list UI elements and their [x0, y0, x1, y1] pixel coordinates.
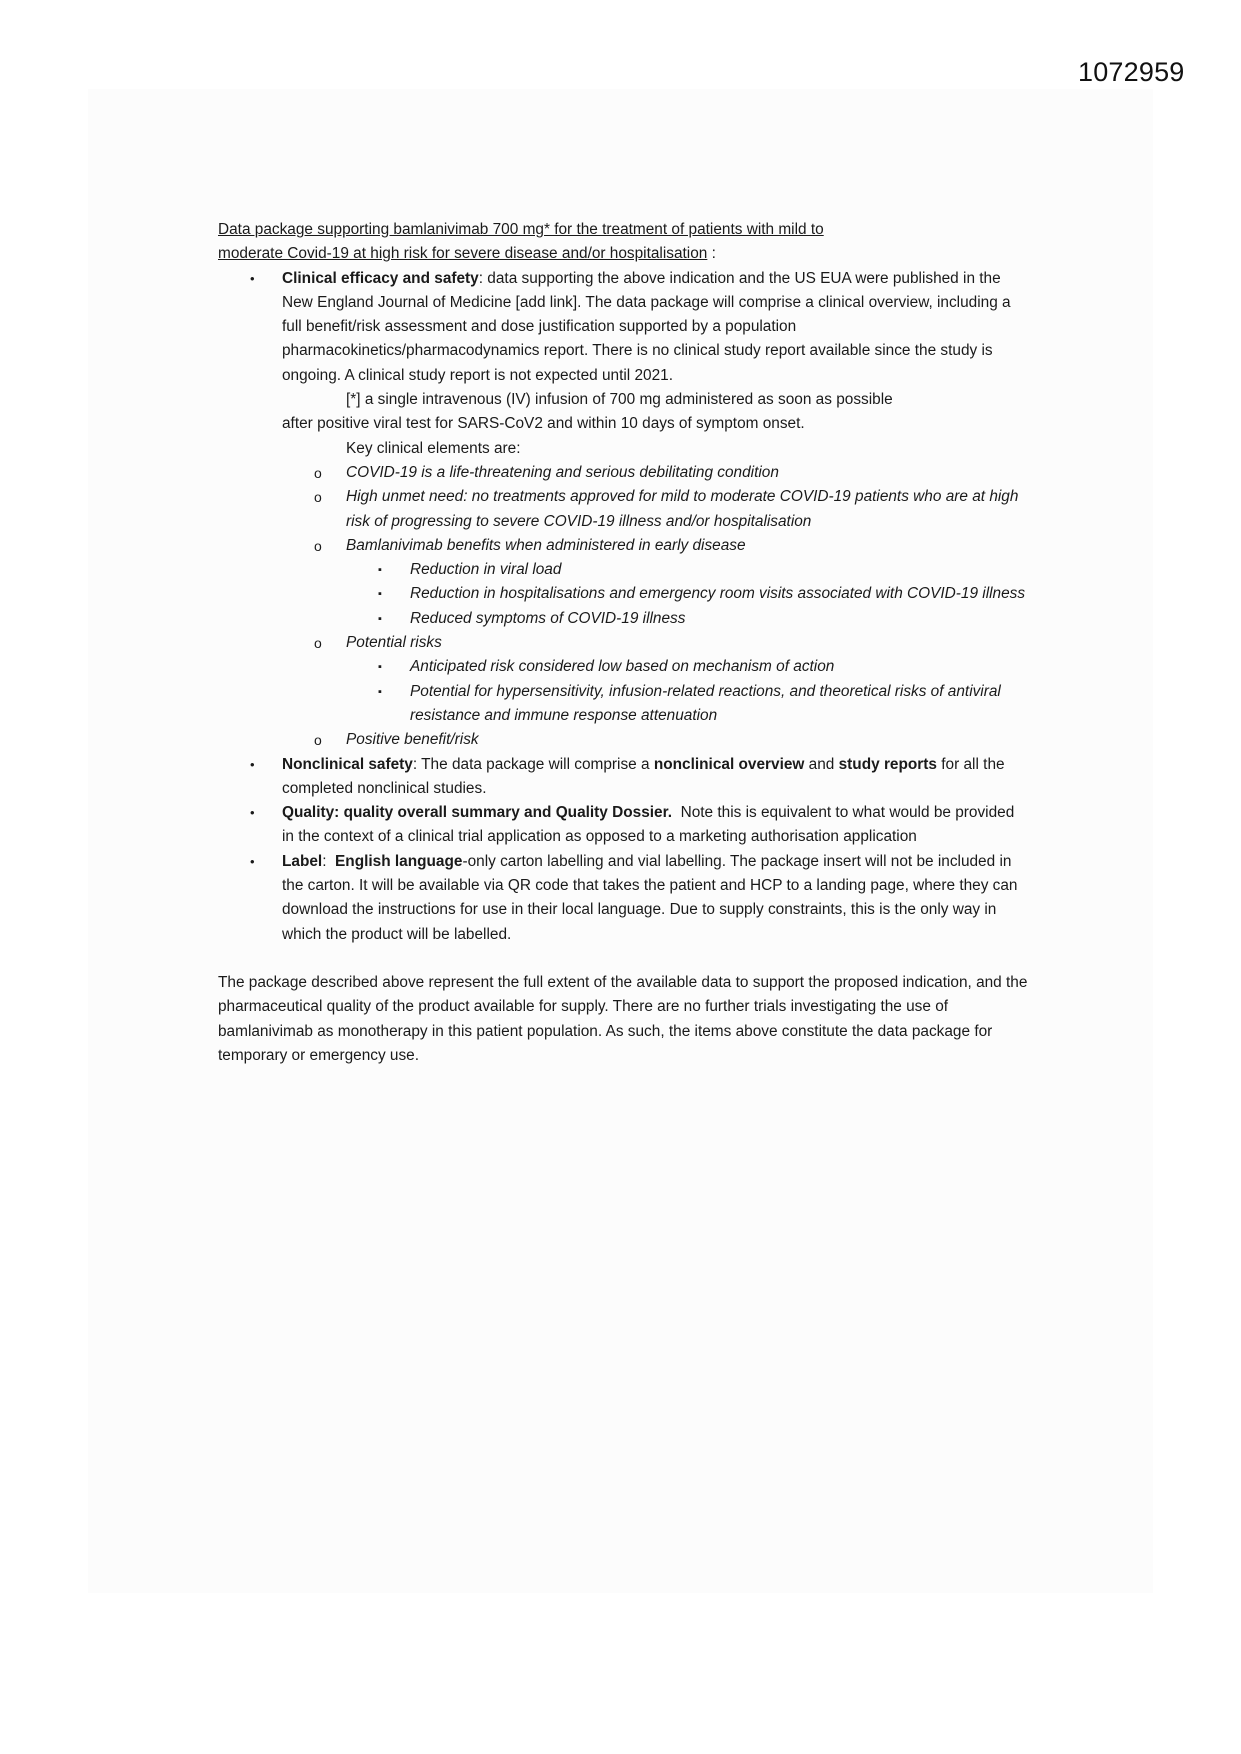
square-bullet-icon: ▪	[378, 661, 382, 674]
clinical-heading: Clinical efficacy and safety	[282, 269, 479, 287]
square-bullet-icon: ▪	[378, 588, 382, 601]
bullet-icon: •	[250, 270, 255, 286]
sub-element-text: Anticipated risk considered low based on mechanism of action	[410, 658, 835, 676]
sub-element-text: Reduction in hospitalisations and emergency room visits associated with COVID-19 illness	[410, 585, 1026, 603]
circle-bullet-icon: o	[314, 635, 322, 652]
nonclinical-heading: Nonclinical safety	[282, 755, 413, 773]
circle-bullet-icon: o	[314, 464, 322, 481]
quality-heading: Quality: quality overall summary and Quality Dossier.	[282, 804, 673, 822]
circle-bullet-icon: o	[314, 489, 322, 506]
sub-element-item	[218, 680, 1028, 729]
nonclinical-text: : The data package will comprise a	[412, 755, 654, 773]
circle-bullet-icon: o	[314, 732, 322, 749]
footnote-line-1: [*] a single intravenous (IV) infusion of 700 mg administered as soon as possible	[346, 391, 893, 409]
key-element-item	[218, 534, 1028, 558]
sub-element-item	[218, 582, 1028, 606]
nonclinical-text: and	[804, 755, 839, 773]
title-line-1: Data package supporting bamlanivimab 700 mg* for the treatment of patients with mild to	[218, 221, 824, 238]
key-element-item	[218, 728, 1028, 752]
label-bold-english: English language	[335, 852, 463, 870]
key-element-item	[218, 461, 1028, 485]
bullet-icon: •	[250, 853, 255, 869]
label-text: -only carton labelling and vial labelling. The package insert will not be included in the carton. It will be available via QR code that takes the patient and HCP to a landing page, where they can download the instructions for use in their local language. Due to supply constraints, this is the only way in which the product will be labelled.	[282, 852, 1018, 943]
square-bullet-icon: ▪	[378, 685, 382, 698]
title-suffix: :	[707, 245, 716, 263]
nonclinical-bold-overview: nonclinical overview	[653, 755, 805, 773]
sub-element-item	[218, 607, 1028, 631]
square-bullet-icon: ▪	[378, 564, 382, 577]
label-separator: :	[322, 852, 336, 870]
clinical-text: : data supporting the above indication and the US EUA were published in the New England Journal of Medicine [add link]. The data package will comprise a clinical overview, including a full benefit/risk assessment and dose justification supported by a population pharmacokinetics/pharmacodynamics report. There is no clinical study report available since the study is ongoing. A clinical study report is not expected until 2021.	[282, 269, 1011, 384]
label-heading: Label	[282, 852, 323, 870]
sub-element-text: Reduction in viral load	[410, 561, 562, 579]
list-item-quality	[218, 801, 1028, 850]
key-element-text: Positive benefit/risk	[346, 731, 479, 749]
footnote-line-2: after positive viral test for SARS-CoV2 and within 10 days of symptom onset.	[282, 415, 805, 433]
key-element-text: Potential risks	[346, 634, 442, 652]
title-line-2: moderate Covid-19 at high risk for severe disease and/or hospitalisation	[218, 245, 708, 263]
list-item-nonclinical	[218, 753, 1028, 802]
key-element-text: High unmet need: no treatments approved for mild to moderate COVID-19 patients who are at high risk of progressing to severe COVID-19 illness and/or hospitalisation	[346, 488, 1019, 530]
key-element-text: Bamlanivimab benefits when administered in early disease	[346, 536, 746, 554]
closing-paragraph: The package described above represent the full extent of the available data to support the proposed indication, and the pharmaceutical quality of the product available for supply. There are no further trials investigating the use of bamlanivimab as monotherapy in this patient population. As such, the items above constitute the data package for temporary or emergency use.	[218, 973, 1028, 1064]
document-id-number: 1072959	[1078, 57, 1185, 87]
list-item-label	[218, 850, 1028, 947]
bullet-icon: •	[250, 756, 255, 772]
nonclinical-bold-reports: study reports	[838, 755, 937, 773]
sub-element-text: Potential for hypersensitivity, infusion-related reactions, and theoretical risks of antiviral resistance and immune response attenuation	[410, 682, 1001, 724]
key-element-item	[218, 485, 1028, 534]
square-bullet-icon: ▪	[378, 612, 382, 625]
key-element-item	[218, 631, 1028, 655]
key-elements-label: Key clinical elements are:	[346, 439, 521, 457]
key-element-text: COVID-19 is a life-threatening and serious debilitating condition	[346, 463, 779, 481]
document-title	[218, 218, 1028, 267]
quality-text: Note this is equivalent to what would be provided in the context of a clinical trial application as opposed to a marketing authorisation application	[282, 804, 1019, 846]
circle-bullet-icon: o	[314, 537, 322, 554]
sub-element-item	[218, 558, 1028, 582]
sub-element-text: Reduced symptoms of COVID-19 illness	[410, 609, 686, 627]
nonclinical-text: for all the completed nonclinical studies.	[282, 755, 1005, 797]
list-item-clinical	[218, 267, 1028, 388]
bullet-icon: •	[250, 805, 255, 821]
sub-element-item	[218, 655, 1028, 679]
document-body	[218, 218, 1028, 1083]
